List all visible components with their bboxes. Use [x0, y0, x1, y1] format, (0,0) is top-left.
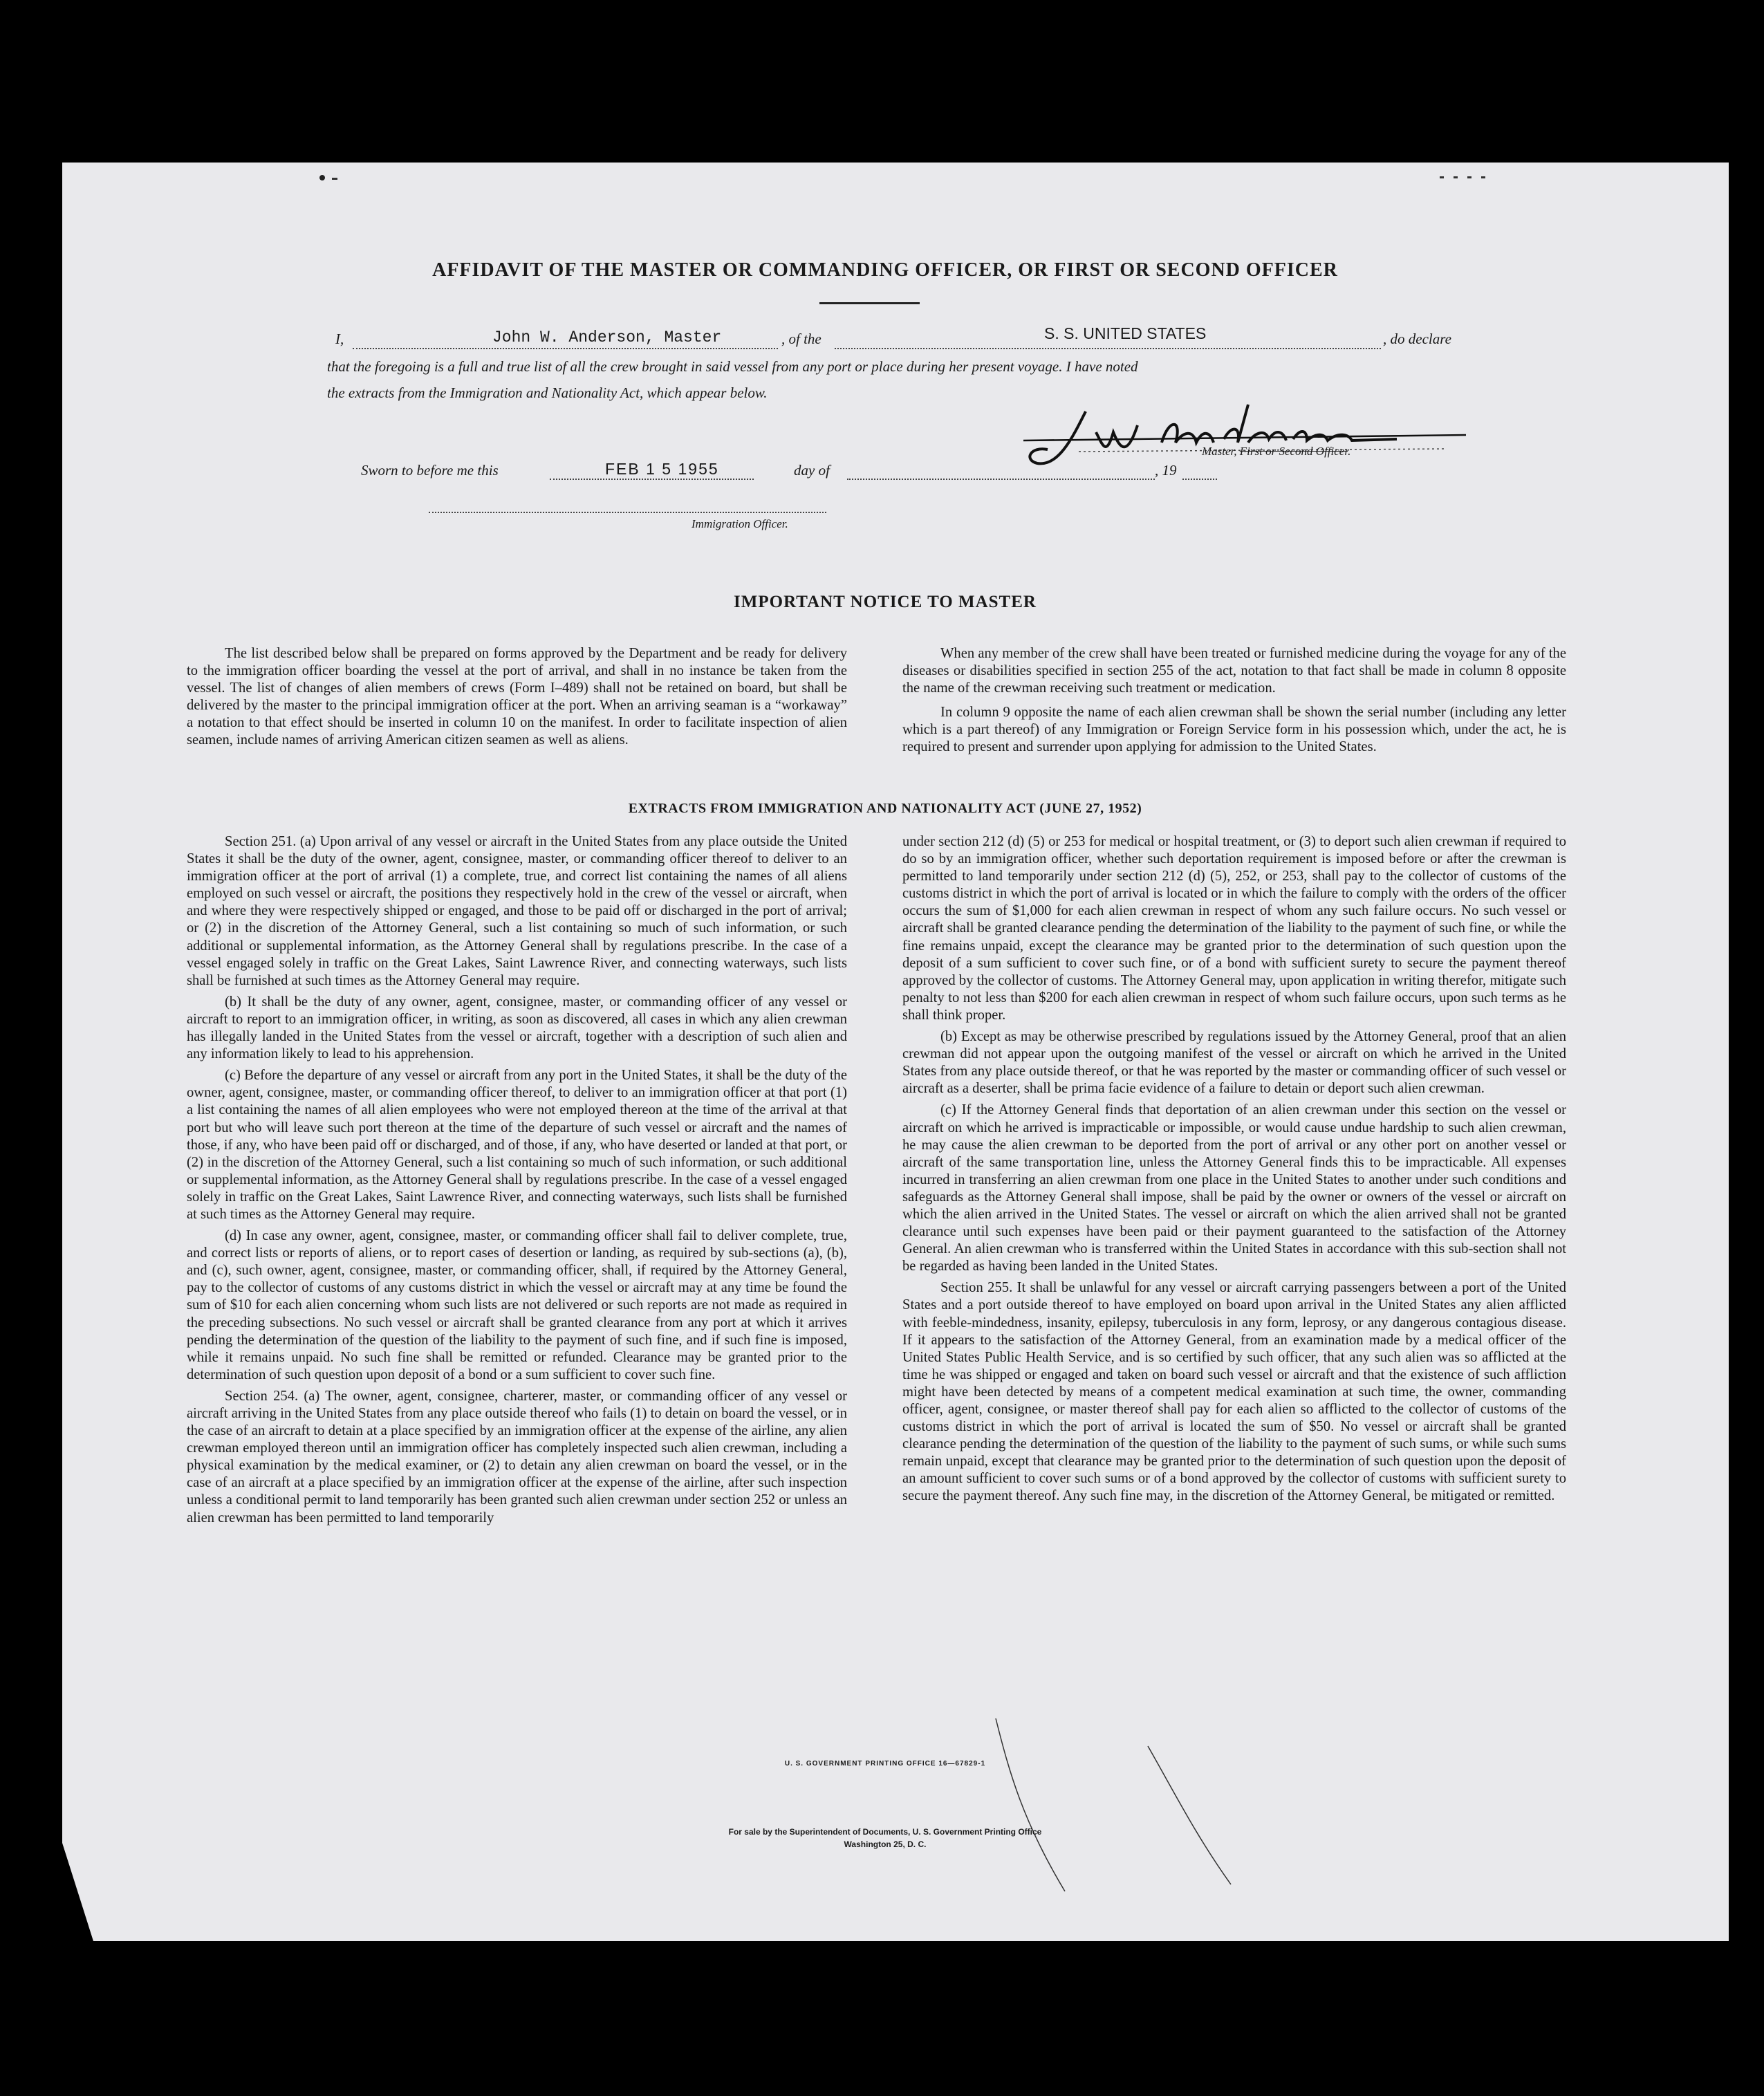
notice-left-column: [187, 645, 847, 750]
notice-right-paragraph-1: When any member of the crew shall have been treated or furnished medicine during the voyage for any of the diseases or disabilities specified in section 255 of the act, notation to that fact shall be made in column 8 opposite the name of the crewman receiving such treatment or medication.: [902, 646, 1566, 696]
corner-mark: [332, 178, 337, 180]
vessel-field-line: [835, 348, 1381, 349]
role-end: .: [1348, 445, 1351, 458]
vessel-name: S. S. UNITED STATES: [1044, 324, 1207, 342]
notice-right-paragraph-2: In column 9 opposite the name of each alien crewman shall be shown the serial number (including any letter which is a part thereof) of any Immigration or Foreign Service form in his possession which, under the act, he is required to present and surrender upon applying for admission to the United States.: [902, 705, 1566, 755]
extract-section-251c: (c) Before the departure of any vessel or aircraft from any port in the United States, it shall be the duty of the owner, agent, consignee, master, or commanding officer thereof, to deliver to an immigration officer at that port (1) a list containing the names of all alien employees who were not employed thereon at the time of the arrival at that port but who will leave such port thereon at the time of the departure of such vessel or aircraft and the names of those, if any, who have been paid off or discharged, and of those, if any, who have deserted or landed at that port, or (2) in the discretion of the Attorney General, such a list containing so much of such information, or such additional or supplemental information, as the Attorney General shall by regulations prescribe. In the case of a vessel engaged solely in traffic on the Great Lakes, Saint Lawrence River, and connecting waterways, such lists shall be furnished at such times as the Attorney General may require.: [187, 1068, 847, 1222]
declaration-of-the: , of the: [781, 331, 821, 347]
notice-title: IMPORTANT NOTICE TO MASTER: [734, 593, 1037, 611]
extracts-title: EXTRACTS FROM IMMIGRATION AND NATIONALITY ACT (JUNE 27, 1952): [628, 801, 1142, 816]
declaration-body-line2: the extracts from the Immigration and Nationality Act, which appear below.: [327, 384, 768, 401]
corner-mark: [319, 175, 325, 180]
corner-mark: [1440, 176, 1444, 178]
pen-mark: [982, 1718, 1245, 1898]
sworn-day-of: day of: [794, 462, 830, 479]
sworn-year-line: [1182, 479, 1217, 480]
corner-mark: [1467, 176, 1471, 178]
extracts-right-column: [902, 833, 1566, 1505]
sworn-year-prefix: , 19: [1155, 462, 1177, 479]
sworn-prefix: Sworn to before me this: [361, 462, 499, 479]
sworn-date: FEB 1 5 1955: [605, 460, 719, 478]
sale-notice: [62, 1826, 1708, 1851]
printing-office-mark: U. S. GOVERNMENT PRINTING OFFICE 16—67829-1: [784, 1760, 986, 1768]
extract-section-251d: (d) In case any owner, agent, consignee, master, or commanding officer shall fail to deliver complete, true, and correct lists or reports of aliens, or to report cases of desertion or landing, as required by sub-sections (a), (b), and (c), such owner, agent, consignee, master, or commanding officer, shall, if required by the Attorney General, pay to the collector of customs of any customs district in which the vessel or aircraft may at any time be found the sum of $10 for each alien concerning whom such lists are not delivered or such reports are not made as required in the preceding subsections. No such vessel or aircraft shall be granted clearance from any port at which it arrives pending the determination of the question of the liability to the payment of such fine, and if such fine is imposed, while it remains unpaid. No such fine shall be remitted or refunded. Clearance may be granted prior to the determination of such question upon deposit of a bond or a sum sufficient to cover such fine.: [187, 1228, 847, 1382]
officer-signature-line: [429, 512, 826, 513]
title-underline: [819, 302, 920, 304]
folded-corner: [62, 1843, 104, 1941]
extracts-left-column: [187, 833, 847, 1527]
role-master: Master,: [1202, 445, 1237, 458]
notice-left-paragraph: The list described below shall be prepared on forms approved by the Department and be ready for delivery to the immigration officer boarding the vessel at the port of arrival, and shall in no instance be taken from the vessel. The list of changes of alien members of crews (Form I–489) shall not be retained on board, but shall be delivered by the master to the principal immigration officer at the port. When an arriving seaman is a “workaway” a notation to that effect should be inserted in column 10 on the manifest. In order to facilitate inspection of alien seamen, include names of arriving American citizen seamen as well as aliens.: [187, 646, 847, 748]
page-title: AFFIDAVIT OF THE MASTER OR COMMANDING OFFICER, OR FIRST OR SECOND OFFICER: [432, 259, 1338, 281]
extract-section-254b: (b) Except as may be otherwise prescribed by regulations issued by the Attorney General, proof that an alien crewman did not appear upon the outgoing manifest of the vessel or aircraft on which he arrived in the United States from any place outside thereof, or that he was reported by the master or commanding officer of such vessel or aircraft as a deserter, shall be prima facie evidence of a failure to detain or deport such alien crewman.: [902, 1029, 1566, 1097]
sworn-date-line: [550, 479, 754, 480]
declarant-name: John W. Anderson, Master: [492, 328, 722, 346]
notice-right-column: [902, 645, 1566, 757]
sale-line-2: Washington 25, D. C.: [844, 1839, 927, 1849]
officer-caption: Immigration Officer.: [691, 517, 788, 530]
declaration-body-line1: that the foregoing is a full and true list of all the crew brought in said vessel from any port or place during her present voyage. I have noted: [327, 358, 1138, 375]
extract-section-251b: (b) It shall be the duty of any owner, agent, consignee, master, or commanding officer of any vessel or aircraft to report to an immigration officer, in writing, as soon as discovered, all cases in which any alien crewman has illegally landed in the United States from the vessel or aircraft, together with a description of such alien and any information likely to lead to his apprehension.: [187, 994, 847, 1062]
extract-section-254c: (c) If the Attorney General finds that deportation of an alien crewman under this section on the vessel or aircraft on which he arrived is impracticable or impossible, or would cause undue hardship to such alien crewman, he may cause the alien crewman to be deported from the port of arrival or any other port on another vessel or aircraft of the same transportation line, unless the Attorney General finds this to be impracticable. All expenses incurred in transferring an alien crewman from one place in the United States to another under such conditions and safeguards as the Attorney General shall impose, shall be paid by the owner or owners of the vessel or aircraft on which the alien arrived in the United States. The vessel or aircraft on which the alien arrived shall not be granted clearance until such expenses have been paid or their payment guaranteed to the satisfaction of the Attorney General. An alien crewman who is transferred within the United States in accordance with this sub-section shall not be regarded as having been landed in the United States.: [902, 1102, 1566, 1274]
extract-section-254a: Section 254. (a) The owner, agent, consignee, charterer, master, or commanding officer of any vessel or aircraft arriving in the United States from any place outside thereof who fails (1) to detain on board the vessel, or in the case of an aircraft to detain at a place specified by an immigration officer at the expense of the airline, any alien crewman employed thereon until an immigration officer has completely inspected such alien crewman, including a physical examination by the medical examiner, or (2) to detain any alien crewman on board the vessel, or in the case of an aircraft at a place specified by an immigration officer at the expense of the airline, after such inspection unless a conditional permit to land temporarily has been granted such alien crewman under section 252 or unless an alien crewman has been permitted to land temporarily: [187, 1388, 847, 1525]
role-struck: First or Second Officer: [1239, 445, 1348, 458]
document-sheet: [62, 163, 1729, 1941]
signature-role: [1202, 445, 1350, 458]
extract-section-251a: Section 251. (a) Upon arrival of any vessel or aircraft in the United States from any place outside the United States it shall be the duty of the owner, agent, consignee, master, or commanding officer thereof to deliver to an immigration officer at the port of arrival (1) a complete, true, and correct list containing the names of all aliens employed on such vessel or aircraft, the positions they respectively hold in the crew of the vessel or aircraft, when and where they were respectively shipped or engaged, and those to be paid off or discharged in the port of arrival; or (2) in the discretion of the Attorney General, such a list containing so much of such information, or such additional or supplemental information, as the Attorney General shall by regulations prescribe. In the case of a vessel engaged solely in traffic on the Great Lakes, Saint Lawrence River, and connecting waterways, such lists shall be furnished at such times as the Attorney General may require.: [187, 834, 847, 988]
master-signature: [1010, 391, 1494, 481]
sale-line-1: For sale by the Superintendent of Documents, U. S. Government Printing Office: [728, 1827, 1042, 1837]
extract-section-254a-cont: under section 212 (d) (5) or 253 for medical or hospital treatment, or (3) to deport such alien crewman if required to do so by an immigration officer, whether such deportation requirement is imposed before or after the crewman is permitted to land temporarily under section 212 (d) (5), 252, or 253, shall pay to the collector of customs of the customs district in which the port of arrival is located or in which the failure to comply with the orders of the officer occurs the sum of $1,000 for each alien crewman in respect of whom any such failure occurs. No such vessel or aircraft shall be granted clearance pending the determination of the liability to the payment of such fine, or while the fine remains unpaid, except the clearance may be granted prior to the determination of such question upon the deposit of a sum sufficient to cover such fine, or of a bond with sufficient surety to secure the payment thereof approved by the collector of customs. The Attorney General may, upon application in writing therefor, mitigate such penalty to not less than $200 for each alien crewman in respect of whom such failure occurs, upon such terms as he shall think proper.: [902, 834, 1566, 1023]
extract-section-255: Section 255. It shall be unlawful for any vessel or aircraft carrying passengers between a port of the United States and a port outside thereof to have employed on board upon arrival in the United States any alien afflicted with feeble-mindedness, insanity, epilepsy, tuberculosis in any form, leprosy, or any dangerous contagious disease. If it appears to the satisfaction of the Attorney General, from an examination made by a medical officer of the United States Public Health Service, and is so certified by such officer, that any such alien was so afflicted at the time he was shipped or engaged and taken on board such vessel or aircraft and that the existence of such affliction might have been detected by means of a competent medical examination at such time, the owner, commanding officer, agent, consignee, or master thereof shall pay for each alien so afflicted to the collector of customs of the customs district in which the port of arrival is located the sum of $50. No vessel or aircraft shall be granted clearance pending the determination of the question of the liability to the payment of such sums, or while such sums remain unpaid, except that clearance may be granted prior to the determination of such question upon the deposit of an amount sufficient to cover such sums or of a bond approved by the collector of customs with sufficient surety to secure the payment thereof. Any such fine may, in the discretion of the Attorney General, be mitigated or remitted.: [902, 1280, 1566, 1504]
corner-mark: [1481, 176, 1485, 178]
declaration-suffix: , do declare: [1383, 331, 1451, 347]
declaration-prefix: I,: [335, 331, 344, 347]
name-field-line: [353, 348, 778, 349]
sworn-month-line: [847, 479, 1155, 480]
corner-mark: [1454, 176, 1458, 178]
